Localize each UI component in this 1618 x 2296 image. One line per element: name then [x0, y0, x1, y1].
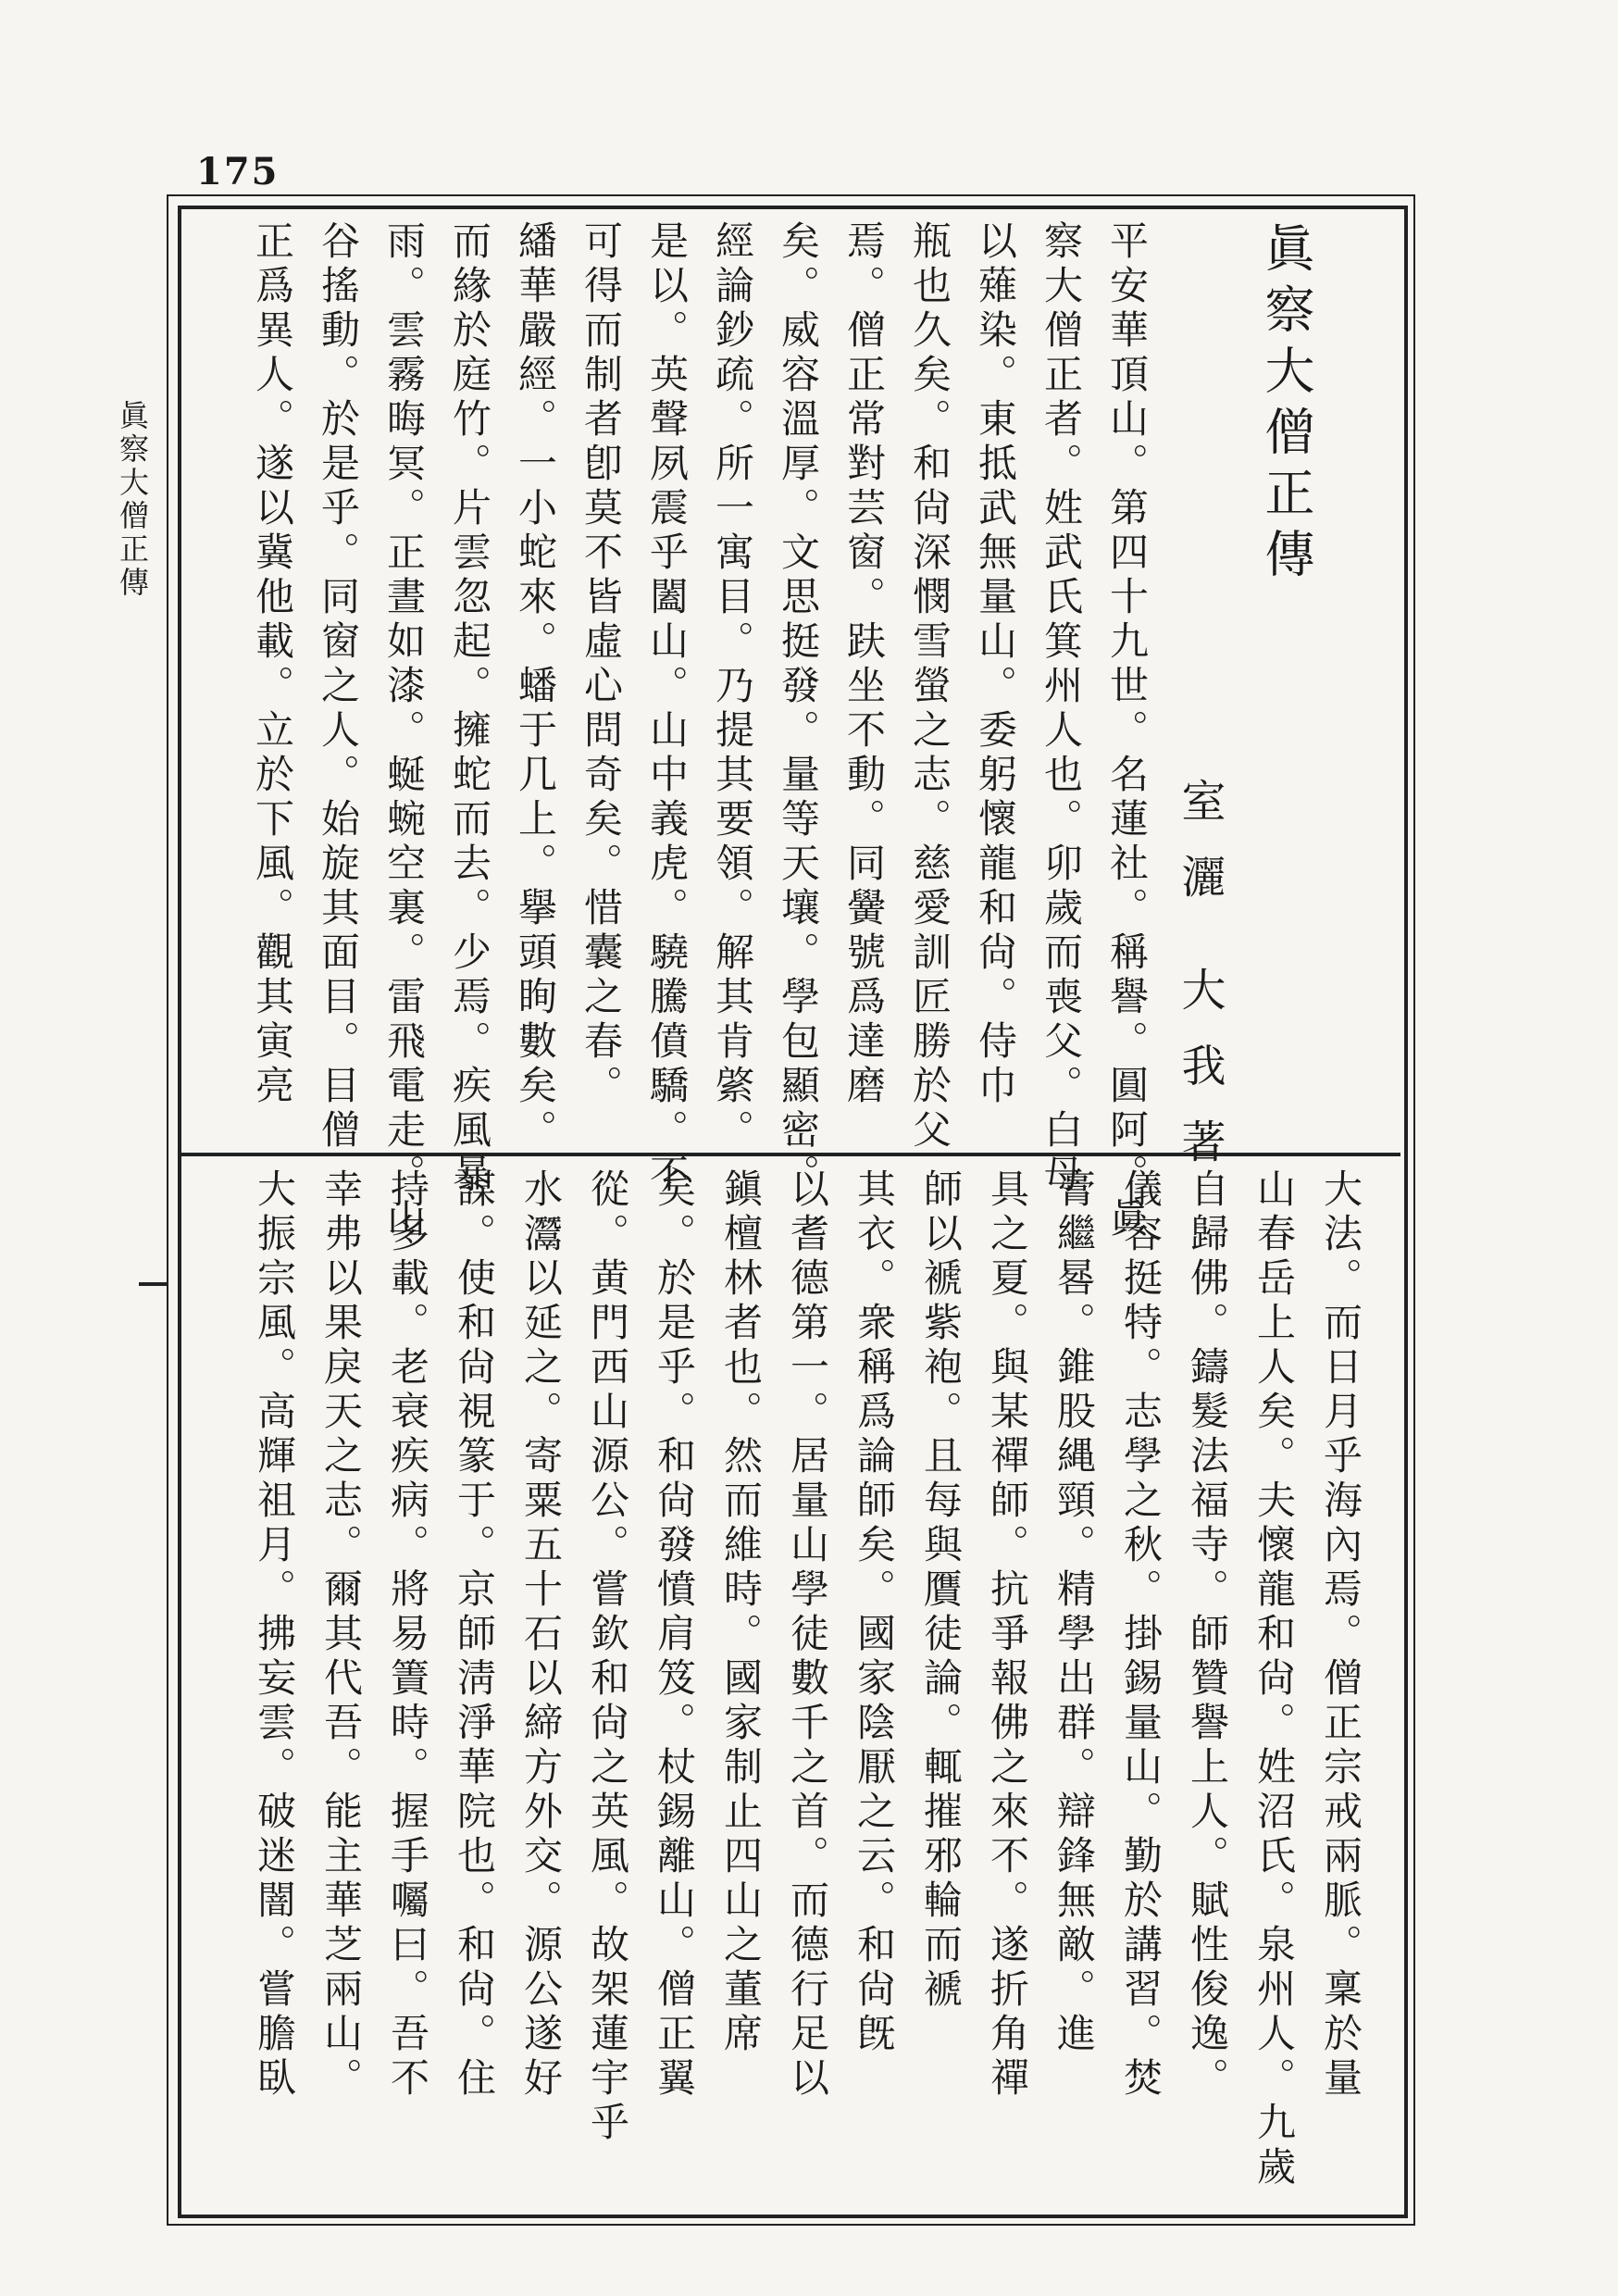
text-column-lower: 幸弗以果戾天之志。爾其代吾。能主華芝兩山。 — [318, 1168, 364, 2102]
text-column-lower: 大振宗風。高輝祖月。拂妄雲。破迷闇。嘗膽臥 — [252, 1168, 297, 2102]
text-column-upper: 經論鈔疏。所一寓目。乃提其要領。解其肯綮。 — [710, 220, 755, 1154]
text-column-lower: 具之夏。與某禪師。抗爭報佛之來不。遂折角禪 — [985, 1168, 1030, 2102]
chapter-title: 眞察大僧正傳 — [1257, 222, 1315, 589]
text-column-lower: 以耆德第一。居量山學徒數千之首。而德行足以 — [785, 1168, 830, 2102]
page-number: 175 — [196, 150, 280, 193]
text-column-upper: 繙華嚴經。一小蛇來。蟠于几上。擧頭眴數矣。 — [513, 220, 558, 1154]
text-column-upper: 瓶也久矣。和尙深憫雪螢之志。慈愛訓匠勝於父 — [907, 220, 952, 1154]
running-head: 眞察大僧正傳 — [115, 400, 150, 600]
text-column-upper: 是以。英聲夙震乎闔山。山中義虎。驍騰僨驕。不 — [644, 220, 690, 1198]
text-column-upper: 焉。僧正常對芸窗。趺坐不動。同黌號爲達磨 — [841, 220, 887, 1109]
text-column-upper: 察大僧正者。姓武氏箕州人也。卯歲而喪父。白母 — [1039, 220, 1084, 1198]
text-column-upper: 以薙染。東抵武無量山。委躬懷龍和尙。侍巾 — [973, 220, 1018, 1109]
text-column-upper: 可得而制者卽莫不皆虛心問奇矣。惜囊之春。 — [579, 220, 624, 1109]
text-column-lower: 謀。使和尙視篆于。京師淸淨華院也。和尙。住 — [452, 1168, 497, 2102]
text-column-upper: 谷搖動。於是乎。同窗之人。始旋其面目。目僧 — [316, 220, 361, 1154]
text-column-lower: 從。黄門西山源公。嘗欽和尙之英風。故架蓮宇乎 — [585, 1168, 630, 2146]
text-column-lower: 其衣。衆稱爲論師矣。國家陰厭之云。和尙旣 — [852, 1168, 897, 2057]
text-column-lower: 大法。而日月乎海內焉。僧正宗戒兩脈。稟於量 — [1318, 1168, 1363, 2102]
text-column-lower: 持多載。老衰疾病。將易簀時。握手囑曰。吾不 — [385, 1168, 430, 2102]
author-line — [1174, 778, 1226, 1194]
text-column-lower: 水灊以延之。寄粟五十石以締方外交。源公遂好 — [518, 1168, 564, 2102]
author-suffix: 大我著 — [1174, 967, 1226, 1194]
text-column-lower: 膏繼晷。錐股縄頸。精學出群。辯鋒無敵。進 — [1052, 1168, 1097, 2057]
text-column-lower: 自歸佛。鑄髮法福寺。師贊譽上人。賦性俊逸。 — [1185, 1168, 1230, 2102]
text-column-upper: 矣。威容溫厚。文思挺發。量等天壤。學包顯密。 — [776, 220, 821, 1198]
text-column-lower: 山春岳上人矣。夫懷龍和尙。姓沼氏。泉州人。九歲 — [1251, 1168, 1297, 2190]
text-column-lower: 矣。於是乎。和尙發憤肩笈。杖錫離山。僧正翼 — [652, 1168, 697, 2102]
text-column-upper: 而緣於庭竹。片雲忽起。擁蛇而去。少焉。疾風暴 — [447, 220, 492, 1198]
text-column-lower: 儀容挺特。志學之秋。掛錫量山。勤於講習。焚 — [1118, 1168, 1164, 2102]
author-name: 室灑 — [1174, 778, 1226, 930]
text-column-upper: 雨。雲霧晦冥。正晝如漆。蜒蜿空裏。雷飛電走。山 — [381, 220, 427, 1242]
text-column-lower: 師以褫紫袍。且每與贋徒論。輒摧邪輪而褫 — [918, 1168, 964, 2013]
side-mark — [139, 1282, 167, 1286]
text-column-upper: 正爲異人。遂以冀他載。立於下風。觀其寅亮 — [250, 220, 295, 1109]
text-column-lower: 鎭檀林者也。然而維時。國家制止四山之董席 — [718, 1168, 764, 2057]
text-column-upper: 平安華頂山。第四十九世。名蓮社。稱譽。圓阿。眞 — [1104, 220, 1150, 1242]
